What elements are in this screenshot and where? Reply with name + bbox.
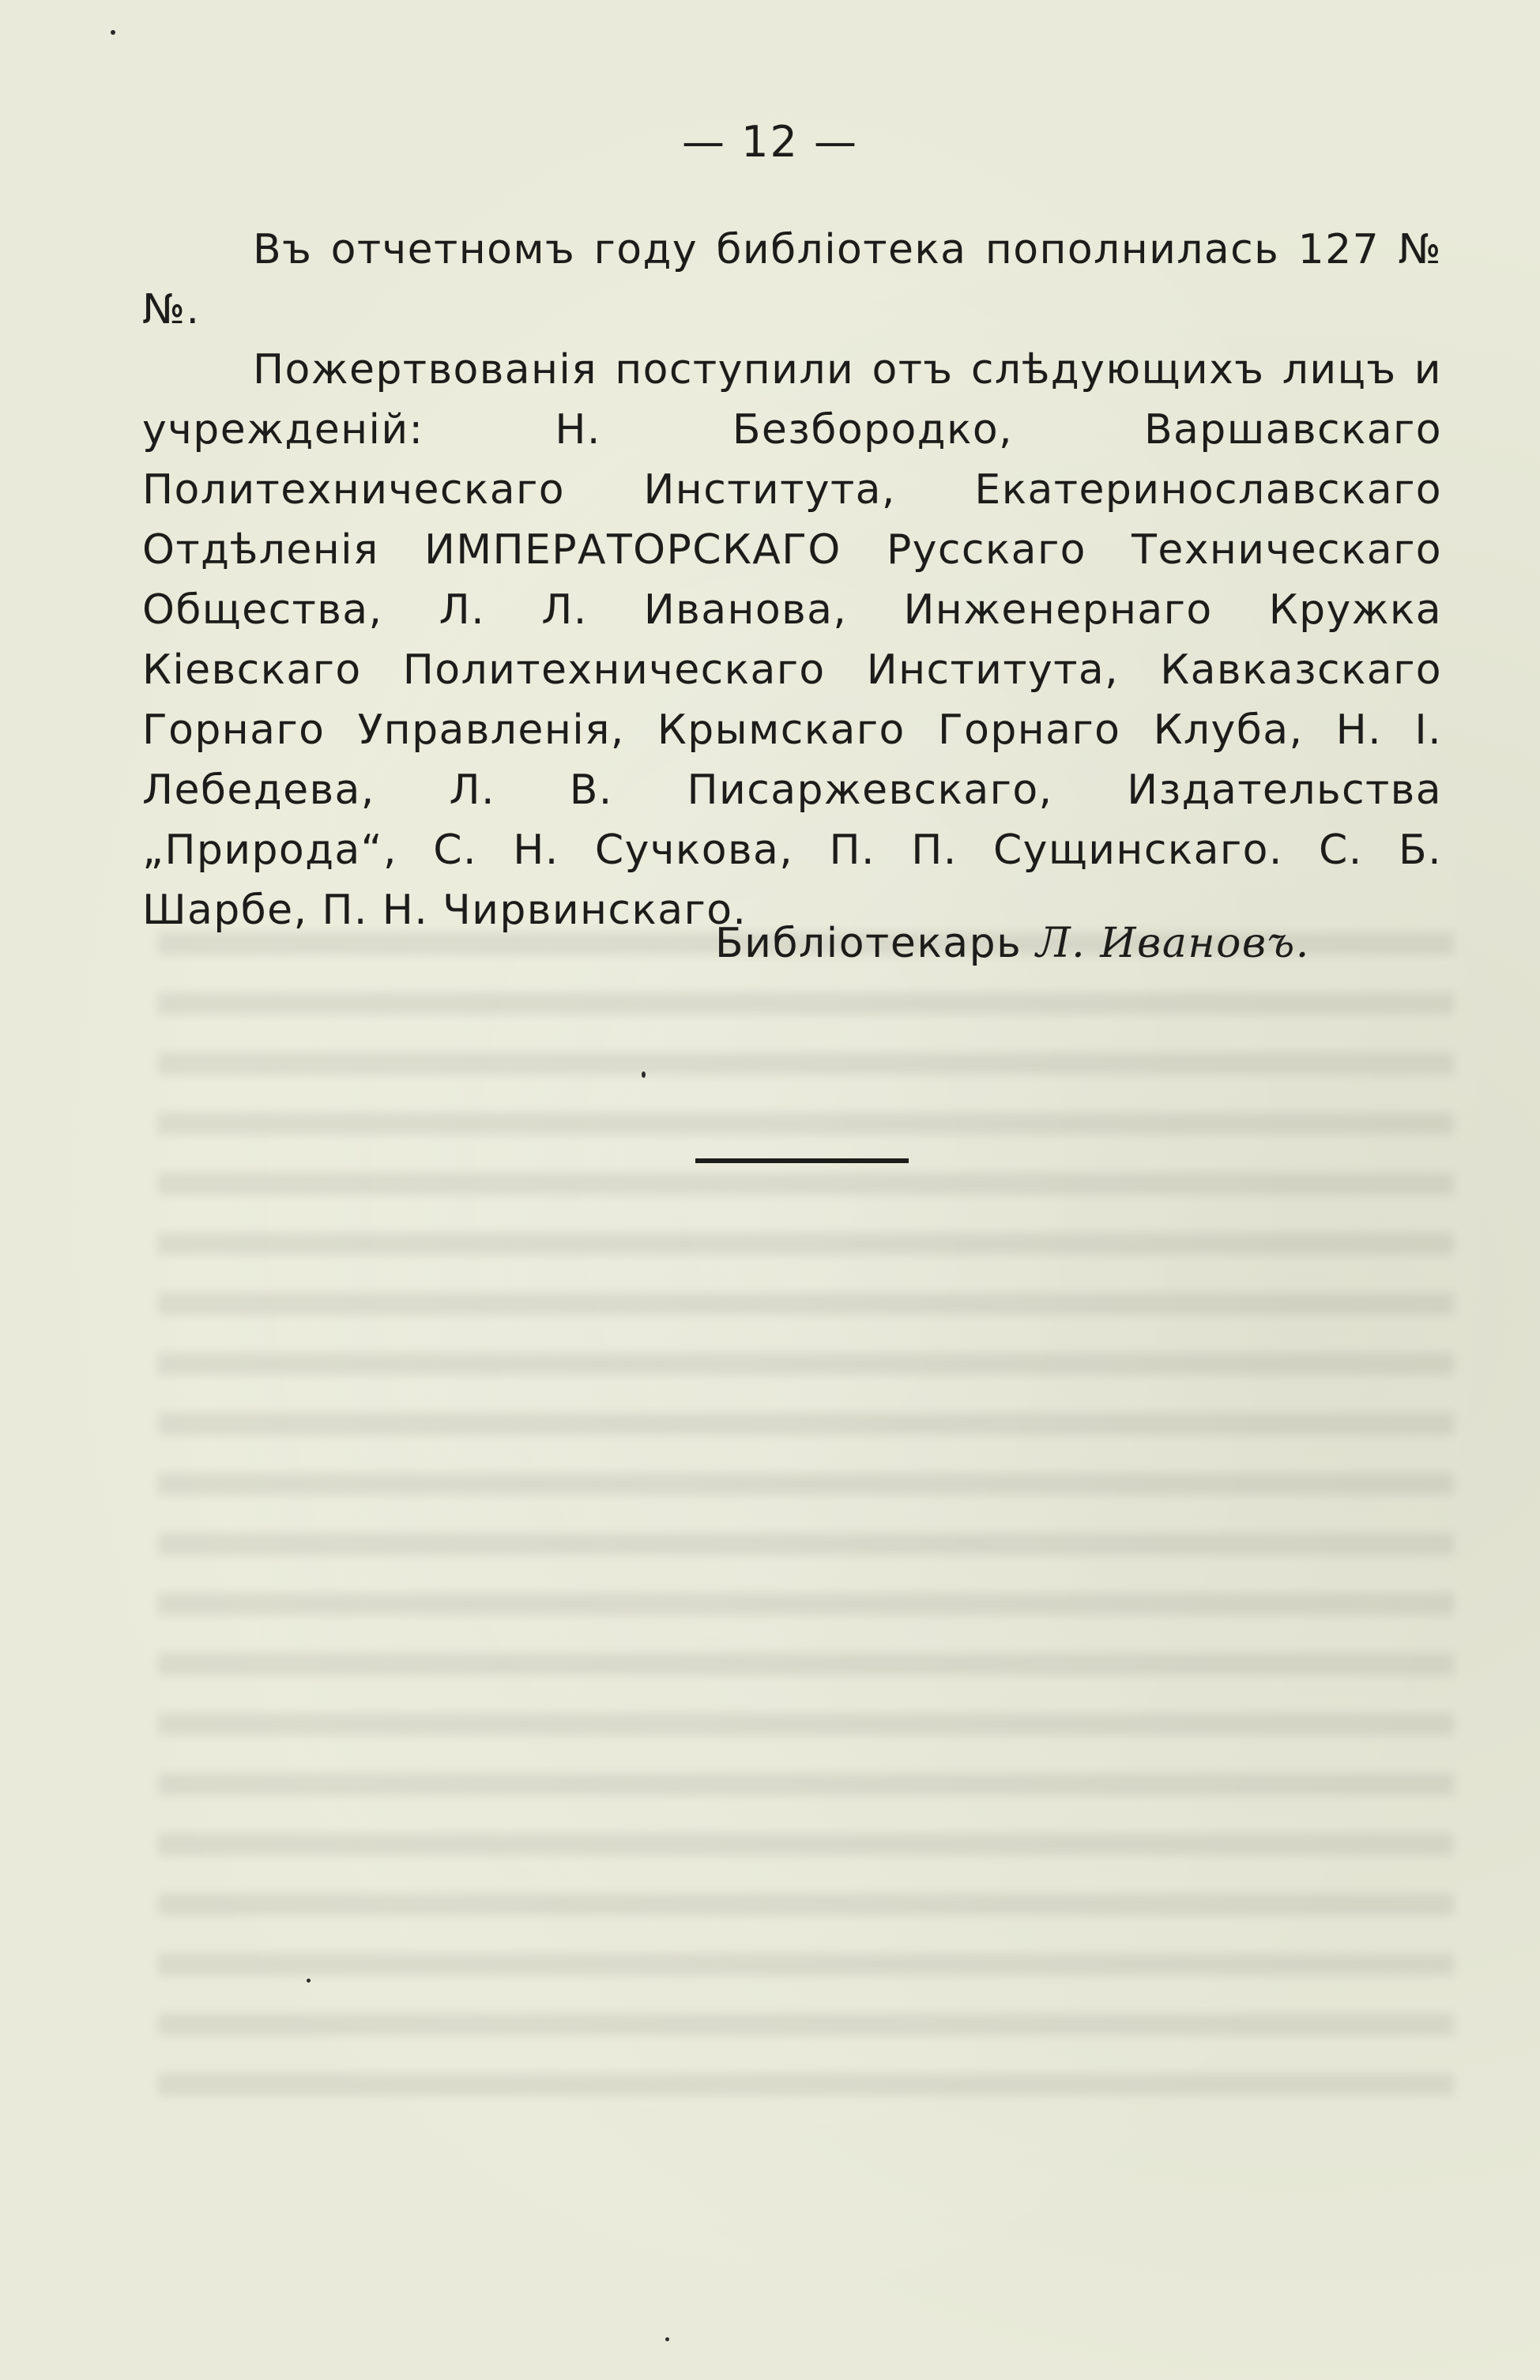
dust-speck <box>665 2337 669 2341</box>
signature-title: Библіотекарь <box>715 920 1022 967</box>
dust-speck <box>307 1979 311 1983</box>
page-number: — 12 — <box>681 117 859 167</box>
librarian-signature <box>715 920 1310 967</box>
paragraph-donations: Пожертвованія поступили отъ слѣдующихъ лицъ и учрежденій: Н. Безбородко, Варшавскаго Политехническаго Института, Екатеринославскаго Отдѣленія ИМПЕРАТОРСКАГО Русскаго Техническаго Общества, Л. Л. Иванова, Инженернаго Кружка Кіевскаго Политехническаго Института, Кавказскаго Горнаго Управленія, Крымскаго Горнаго Клуба, Н. І. Лебедева, Л. В. Писаржевскаго, Издательства „Природа“, С. Н. Сучкова, П. П. Сущинскаго. С. Б. Шарбе, П. Н. Чирвинскаго. <box>142 346 1442 934</box>
dust-speck <box>111 30 115 35</box>
dust-speck <box>642 1071 646 1078</box>
closing-rule <box>695 1158 909 1163</box>
paragraph-library-acquisitions: Въ отчетномъ году библіотека пополнилась 127 №№. <box>142 226 1442 333</box>
signature-name: Л. Ивановъ. <box>1036 920 1310 967</box>
bleed-through-texture <box>158 932 1454 2118</box>
report-body <box>142 220 1442 940</box>
